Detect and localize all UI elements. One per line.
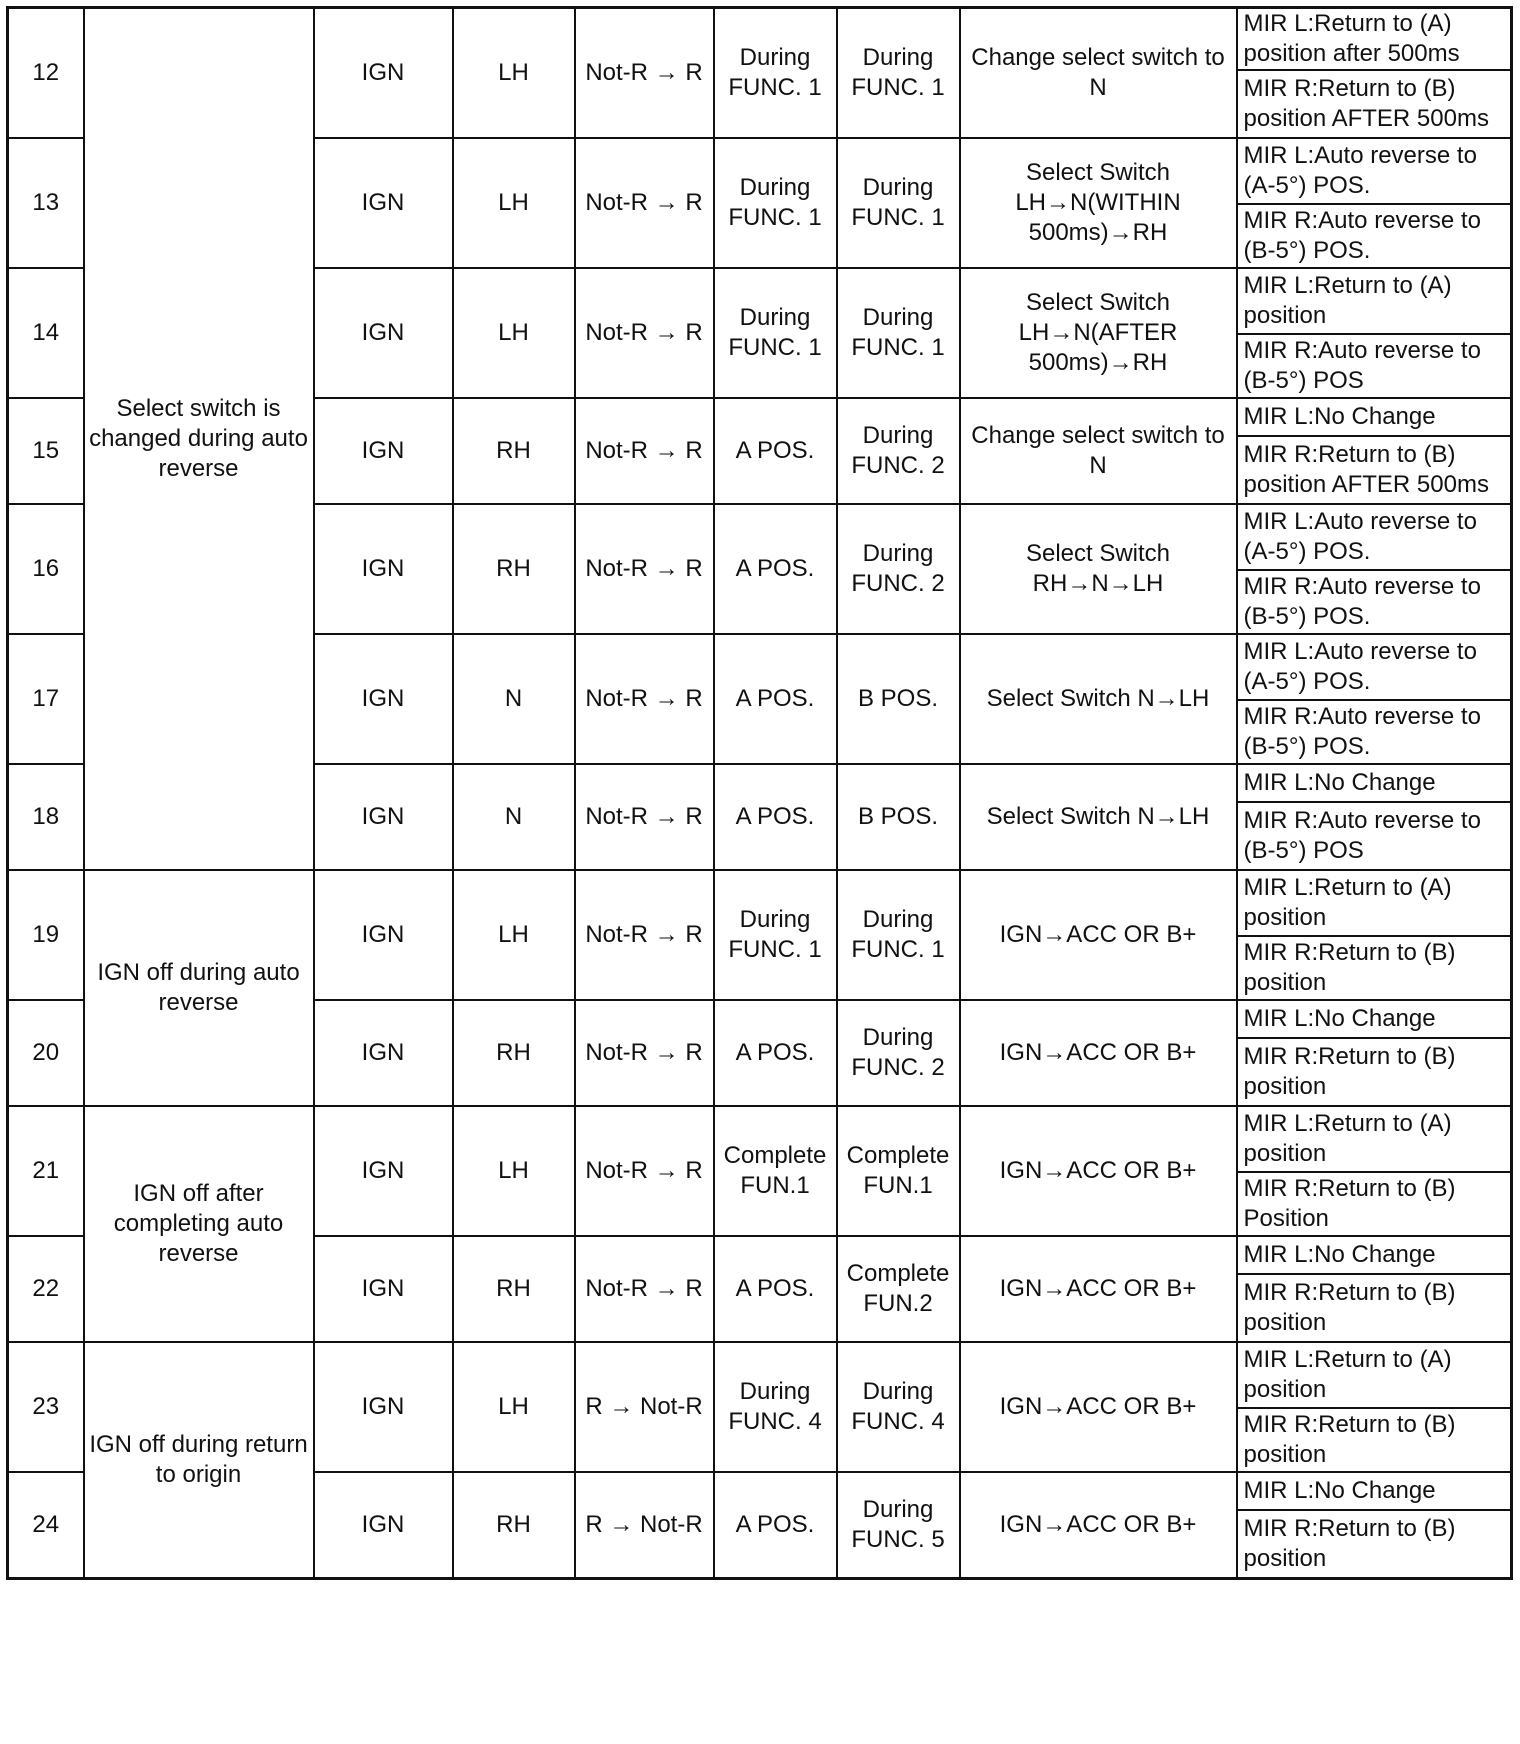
mirror-l-state-cell: A POS. bbox=[714, 1472, 837, 1578]
mirror-l-result-cell: MIR L:No Change bbox=[1237, 398, 1512, 436]
mirror-l-state-cell: During FUNC. 1 bbox=[714, 870, 837, 1000]
mirror-l-state-cell: A POS. bbox=[714, 398, 837, 504]
mirror-l-result-cell: MIR L:Auto reverse to (A-5°) POS. bbox=[1237, 138, 1512, 204]
mirror-l-state-cell: A POS. bbox=[714, 1000, 837, 1106]
row-number-cell: 24 bbox=[8, 1472, 84, 1578]
row-number-cell: 12 bbox=[8, 8, 84, 139]
row-number-cell: 23 bbox=[8, 1342, 84, 1472]
mirror-r-state-cell: During FUNC. 1 bbox=[837, 268, 960, 398]
row-number-cell: 19 bbox=[8, 870, 84, 1000]
select-cell: RH bbox=[453, 398, 575, 504]
power-cell: IGN bbox=[314, 1106, 453, 1236]
mirror-l-state-cell: A POS. bbox=[714, 504, 837, 634]
mirror-l-result-cell: MIR L:Auto reverse to (A-5°) POS. bbox=[1237, 634, 1512, 700]
power-cell: IGN bbox=[314, 268, 453, 398]
select-cell: LH bbox=[453, 870, 575, 1000]
condition-cell: Select Switch N→LH bbox=[960, 764, 1237, 870]
select-cell: RH bbox=[453, 1472, 575, 1578]
mirror-r-result-cell: MIR R:Auto reverse to (B-5°) POS. bbox=[1237, 700, 1512, 764]
condition-cell: IGN→ACC OR B+ bbox=[960, 1236, 1237, 1342]
mirror-r-state-cell: B POS. bbox=[837, 634, 960, 764]
shift-cell: Not-R → R bbox=[575, 504, 714, 634]
table-row bbox=[8, 1342, 1512, 1408]
power-cell: IGN bbox=[314, 1236, 453, 1342]
mirror-r-state-cell: During FUNC. 2 bbox=[837, 504, 960, 634]
mirror-l-result-cell: MIR L:No Change bbox=[1237, 1000, 1512, 1038]
select-cell: LH bbox=[453, 1106, 575, 1236]
power-cell: IGN bbox=[314, 1342, 453, 1472]
mirror-r-state-cell: During FUNC. 1 bbox=[837, 870, 960, 1000]
mirror-r-state-cell: During FUNC. 5 bbox=[837, 1472, 960, 1578]
select-cell: LH bbox=[453, 138, 575, 268]
mirror-l-state-cell: A POS. bbox=[714, 634, 837, 764]
mirror-r-state-cell: Complete FUN.1 bbox=[837, 1106, 960, 1236]
mirror-test-table bbox=[6, 6, 1513, 1580]
table-row bbox=[8, 1106, 1512, 1172]
power-cell: IGN bbox=[314, 1472, 453, 1578]
row-number-cell: 13 bbox=[8, 138, 84, 268]
mirror-r-state-cell: During FUNC. 1 bbox=[837, 8, 960, 139]
mirror-r-result-cell: MIR R:Return to (B) position AFTER 500ms bbox=[1237, 436, 1512, 504]
table-row bbox=[8, 870, 1512, 936]
mirror-r-result-cell: MIR R:Return to (B) position bbox=[1237, 936, 1512, 1000]
mirror-l-result-cell: MIR L:Return to (A) position after 500ms bbox=[1237, 8, 1512, 71]
mirror-r-result-cell: MIR R:Return to (B) position bbox=[1237, 1038, 1512, 1106]
mirror-l-result-cell: MIR L:No Change bbox=[1237, 1472, 1512, 1510]
row-number-cell: 16 bbox=[8, 504, 84, 634]
condition-cell: Change select switch to N bbox=[960, 8, 1237, 139]
select-cell: LH bbox=[453, 8, 575, 139]
condition-cell: IGN→ACC OR B+ bbox=[960, 1000, 1237, 1106]
mirror-r-result-cell: MIR R:Auto reverse to (B-5°) POS. bbox=[1237, 570, 1512, 634]
group-label-cell: Select switch is changed during auto reverse bbox=[84, 8, 314, 871]
mirror-r-result-cell: MIR R:Auto reverse to (B-5°) POS. bbox=[1237, 204, 1512, 268]
condition-cell: Select Switch N→LH bbox=[960, 634, 1237, 764]
group-label-cell: IGN off during auto reverse bbox=[84, 870, 314, 1106]
mirror-l-state-cell: During FUNC. 1 bbox=[714, 8, 837, 139]
group-label-cell: IGN off during return to origin bbox=[84, 1342, 314, 1578]
mirror-l-result-cell: MIR L:Return to (A) position bbox=[1237, 870, 1512, 936]
select-cell: LH bbox=[453, 1342, 575, 1472]
mirror-r-result-cell: MIR R:Return to (B) Position bbox=[1237, 1172, 1512, 1236]
condition-cell: IGN→ACC OR B+ bbox=[960, 1106, 1237, 1236]
condition-cell: Select Switch LH→N(WITHIN 500ms)→RH bbox=[960, 138, 1237, 268]
mirror-l-result-cell: MIR L:Return to (A) position bbox=[1237, 268, 1512, 334]
select-cell: RH bbox=[453, 1236, 575, 1342]
select-cell: RH bbox=[453, 1000, 575, 1106]
mirror-l-result-cell: MIR L:Auto reverse to (A-5°) POS. bbox=[1237, 504, 1512, 570]
mirror-r-result-cell: MIR R:Auto reverse to (B-5°) POS bbox=[1237, 802, 1512, 870]
shift-cell: Not-R → R bbox=[575, 1106, 714, 1236]
mirror-r-state-cell: During FUNC. 2 bbox=[837, 398, 960, 504]
mirror-l-result-cell: MIR L:Return to (A) position bbox=[1237, 1106, 1512, 1172]
condition-cell: Change select switch to N bbox=[960, 398, 1237, 504]
mirror-l-state-cell: A POS. bbox=[714, 764, 837, 870]
select-cell: LH bbox=[453, 268, 575, 398]
mirror-r-state-cell: Complete FUN.2 bbox=[837, 1236, 960, 1342]
mirror-l-state-cell: During FUNC. 1 bbox=[714, 138, 837, 268]
condition-cell: Select Switch RH→N→LH bbox=[960, 504, 1237, 634]
table-row bbox=[8, 8, 1512, 71]
mirror-l-state-cell: Complete FUN.1 bbox=[714, 1106, 837, 1236]
mirror-r-result-cell: MIR R:Return to (B) position bbox=[1237, 1408, 1512, 1472]
table-body bbox=[8, 8, 1512, 1579]
mirror-r-result-cell: MIR R:Return to (B) position AFTER 500ms bbox=[1237, 70, 1512, 138]
shift-cell: Not-R → R bbox=[575, 870, 714, 1000]
condition-cell: IGN→ACC OR B+ bbox=[960, 1472, 1237, 1578]
power-cell: IGN bbox=[314, 8, 453, 139]
condition-cell: Select Switch LH→N(AFTER 500ms)→RH bbox=[960, 268, 1237, 398]
row-number-cell: 22 bbox=[8, 1236, 84, 1342]
condition-cell: IGN→ACC OR B+ bbox=[960, 870, 1237, 1000]
mirror-r-state-cell: B POS. bbox=[837, 764, 960, 870]
mirror-r-result-cell: MIR R:Return to (B) position bbox=[1237, 1274, 1512, 1342]
shift-cell: Not-R → R bbox=[575, 634, 714, 764]
shift-cell: R → Not-R bbox=[575, 1342, 714, 1472]
shift-cell: Not-R → R bbox=[575, 398, 714, 504]
power-cell: IGN bbox=[314, 138, 453, 268]
group-label-cell: IGN off after completing auto reverse bbox=[84, 1106, 314, 1342]
select-cell: RH bbox=[453, 504, 575, 634]
power-cell: IGN bbox=[314, 398, 453, 504]
mirror-l-state-cell: During FUNC. 1 bbox=[714, 268, 837, 398]
row-number-cell: 18 bbox=[8, 764, 84, 870]
row-number-cell: 21 bbox=[8, 1106, 84, 1236]
mirror-l-state-cell: A POS. bbox=[714, 1236, 837, 1342]
shift-cell: Not-R → R bbox=[575, 138, 714, 268]
mirror-r-state-cell: During FUNC. 4 bbox=[837, 1342, 960, 1472]
shift-cell: Not-R → R bbox=[575, 1236, 714, 1342]
select-cell: N bbox=[453, 764, 575, 870]
shift-cell: Not-R → R bbox=[575, 1000, 714, 1106]
mirror-r-state-cell: During FUNC. 1 bbox=[837, 138, 960, 268]
shift-cell: Not-R → R bbox=[575, 8, 714, 139]
shift-cell: Not-R → R bbox=[575, 764, 714, 870]
power-cell: IGN bbox=[314, 764, 453, 870]
shift-cell: Not-R → R bbox=[575, 268, 714, 398]
power-cell: IGN bbox=[314, 504, 453, 634]
shift-cell: R → Not-R bbox=[575, 1472, 714, 1578]
power-cell: IGN bbox=[314, 870, 453, 1000]
row-number-cell: 20 bbox=[8, 1000, 84, 1106]
mirror-r-result-cell: MIR R:Return to (B) position bbox=[1237, 1510, 1512, 1578]
row-number-cell: 17 bbox=[8, 634, 84, 764]
mirror-l-result-cell: MIR L:No Change bbox=[1237, 1236, 1512, 1274]
row-number-cell: 15 bbox=[8, 398, 84, 504]
mirror-r-state-cell: During FUNC. 2 bbox=[837, 1000, 960, 1106]
mirror-l-result-cell: MIR L:Return to (A) position bbox=[1237, 1342, 1512, 1408]
mirror-r-result-cell: MIR R:Auto reverse to (B-5°) POS bbox=[1237, 334, 1512, 398]
power-cell: IGN bbox=[314, 634, 453, 764]
power-cell: IGN bbox=[314, 1000, 453, 1106]
row-number-cell: 14 bbox=[8, 268, 84, 398]
condition-cell: IGN→ACC OR B+ bbox=[960, 1342, 1237, 1472]
mirror-l-result-cell: MIR L:No Change bbox=[1237, 764, 1512, 802]
select-cell: N bbox=[453, 634, 575, 764]
mirror-l-state-cell: During FUNC. 4 bbox=[714, 1342, 837, 1472]
